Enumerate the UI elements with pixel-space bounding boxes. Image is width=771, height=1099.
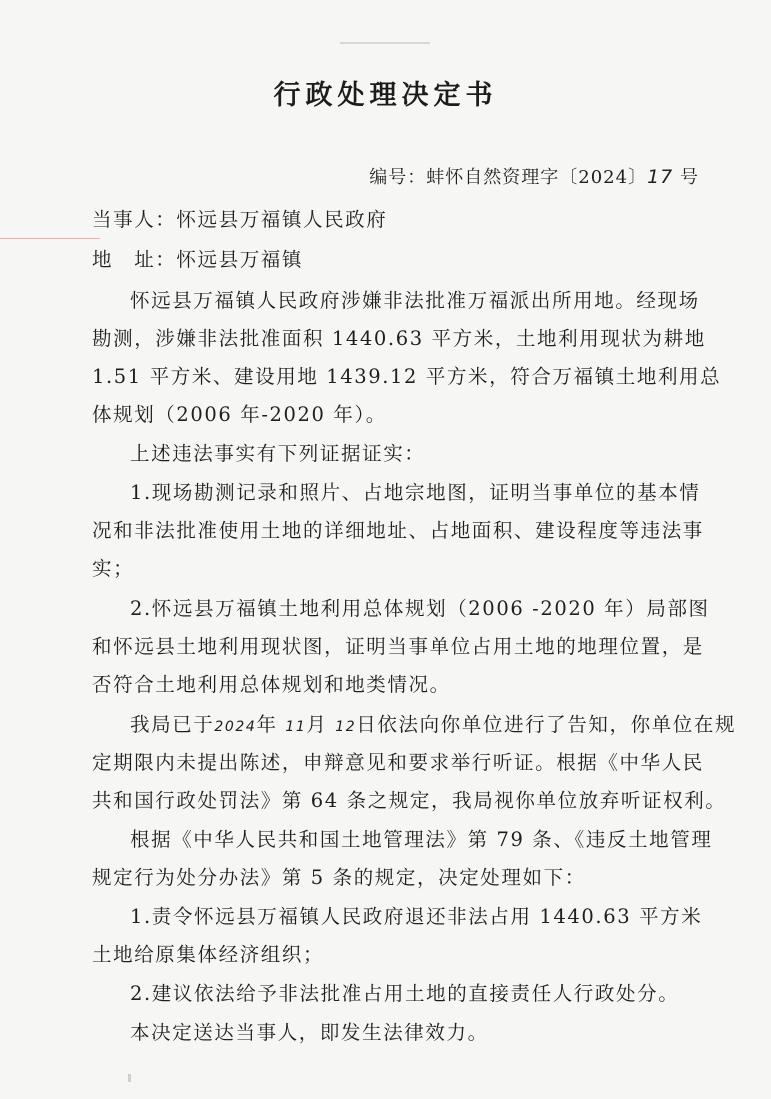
- evidence-line: 1.现场勘测记录和照片、占地宗地图，证明当事单位的基本情: [130, 481, 701, 504]
- margin-mark: [0, 238, 100, 239]
- scan-artifact: [340, 42, 430, 44]
- document-number-prefix: 编号：蚌怀自然资理字〔2024〕: [369, 167, 648, 188]
- evidence-intro: 上述违法事实有下列证据证实：: [130, 442, 426, 465]
- notice-text: 月: [306, 713, 336, 736]
- closing-line: 本决定送达当事人，即发生法律效力。: [130, 1021, 489, 1044]
- handwritten-month: 11: [285, 719, 307, 735]
- notice-line: [130, 709, 737, 737]
- fact-line: 勘测，涉嫌非法批准面积 1440.63 平方米，土地利用现状为耕地: [92, 327, 706, 350]
- address-line: 地 址：怀远县万福镇: [92, 248, 304, 271]
- fact-line: 体规划（2006 年-2020 年）。: [92, 403, 387, 426]
- decision-line: 2.建议依法给予非法批准占用土地的直接责任人行政处分。: [130, 982, 680, 1005]
- document-title: 行政处理决定书: [273, 80, 498, 111]
- scan-artifact: [128, 1074, 131, 1082]
- fact-line: 怀远县万福镇人民政府涉嫌非法批准万福派出所用地。经现场: [130, 289, 700, 312]
- notice-text: 日依法向你单位进行了告知，你单位在规: [356, 713, 737, 736]
- document-number-suffix: 号: [673, 167, 699, 188]
- decision-line: 土地给原集体经济组织；: [92, 943, 325, 966]
- evidence-line: 和怀远县土地利用现状图，证明当事单位占用土地的地理位置，是: [92, 635, 704, 658]
- notice-text: 我局已于: [130, 713, 215, 736]
- basis-line: 根据《中华人民共和国土地管理法》第 79 条、《违反土地管理: [130, 828, 713, 851]
- evidence-line: 况和非法批准使用土地的详细地址、占地面积、建设程度等违法事: [92, 519, 704, 542]
- fact-line: 1.51 平方米、建设用地 1439.12 平方米，符合万福镇土地利用总: [92, 365, 722, 388]
- evidence-line: 2.怀远县万福镇土地利用总体规划（2006 -2020 年）局部图: [130, 597, 710, 620]
- handwritten-year: 2024: [214, 719, 257, 735]
- evidence-line: 否符合土地利用总体规划和地类情况。: [92, 673, 451, 696]
- evidence-line: 实；: [92, 557, 135, 580]
- basis-line: 规定行为处分办法》第 5 条的规定，决定处理如下：: [92, 866, 586, 889]
- handwritten-day: 12: [335, 719, 357, 735]
- decision-line: 1.责令怀远县万福镇人民政府退还非法占用 1440.63 平方米: [130, 905, 703, 928]
- notice-line: 定期限内未提出陈述，申辩意见和要求举行听证。根据《中华人民: [92, 751, 704, 774]
- notice-text: 年: [256, 713, 286, 736]
- handwritten-number: 17: [647, 166, 674, 188]
- notice-line: 共和国行政处罚法》第 64 条之规定，我局视你单位放弃听证权利。: [92, 789, 727, 812]
- document-number: [369, 163, 699, 189]
- party-line: 当事人：怀远县万福镇人民政府: [92, 208, 388, 231]
